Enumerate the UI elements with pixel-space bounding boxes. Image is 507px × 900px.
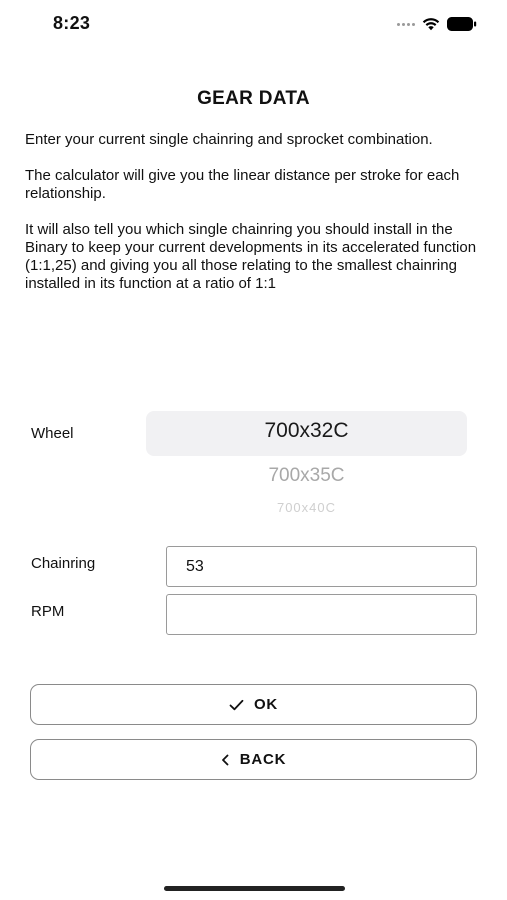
intro-paragraph: Enter your current single chainring and sprocket combination. — [25, 131, 433, 148]
chainring-input[interactable]: 53 — [166, 546, 477, 587]
status-time: 8:23 — [53, 13, 91, 33]
rpm-input[interactable] — [166, 594, 477, 635]
cellular-dots-icon — [397, 23, 415, 26]
intro-text — [25, 131, 495, 311]
wheel-picker[interactable] — [146, 409, 467, 519]
page-title: GEAR DATA — [197, 88, 310, 109]
home-indicator[interactable] — [164, 886, 345, 891]
chainring-label: Chainring — [31, 555, 96, 572]
picker-option[interactable]: 700x35C — [268, 465, 345, 486]
back-button[interactable] — [30, 739, 477, 780]
wifi-icon — [422, 17, 440, 31]
status-bar — [0, 0, 507, 48]
ok-button[interactable] — [30, 684, 477, 725]
picker-option-selected[interactable]: 700x32C — [264, 419, 349, 442]
battery-icon — [447, 17, 477, 31]
ok-button-label: OK — [253, 696, 279, 713]
checkmark-icon — [229, 699, 244, 711]
rpm-label: RPM — [31, 603, 65, 620]
back-button-label: BACK — [239, 751, 287, 768]
intro-paragraph: It will also tell you which single chainring you should install in the Binary to keep your current developments in its accelerated function (1:1,25) and giving you all those relating to the smallest chainring installed in its function at a ratio of 1:1 — [25, 221, 477, 292]
wheel-label: Wheel — [31, 425, 74, 442]
intro-paragraph: The calculator will give you the linear distance per stroke for each relationship. — [25, 167, 460, 202]
status-icons — [397, 15, 477, 33]
chevron-left-icon — [221, 754, 230, 766]
picker-option[interactable]: 700x40C — [276, 500, 337, 515]
